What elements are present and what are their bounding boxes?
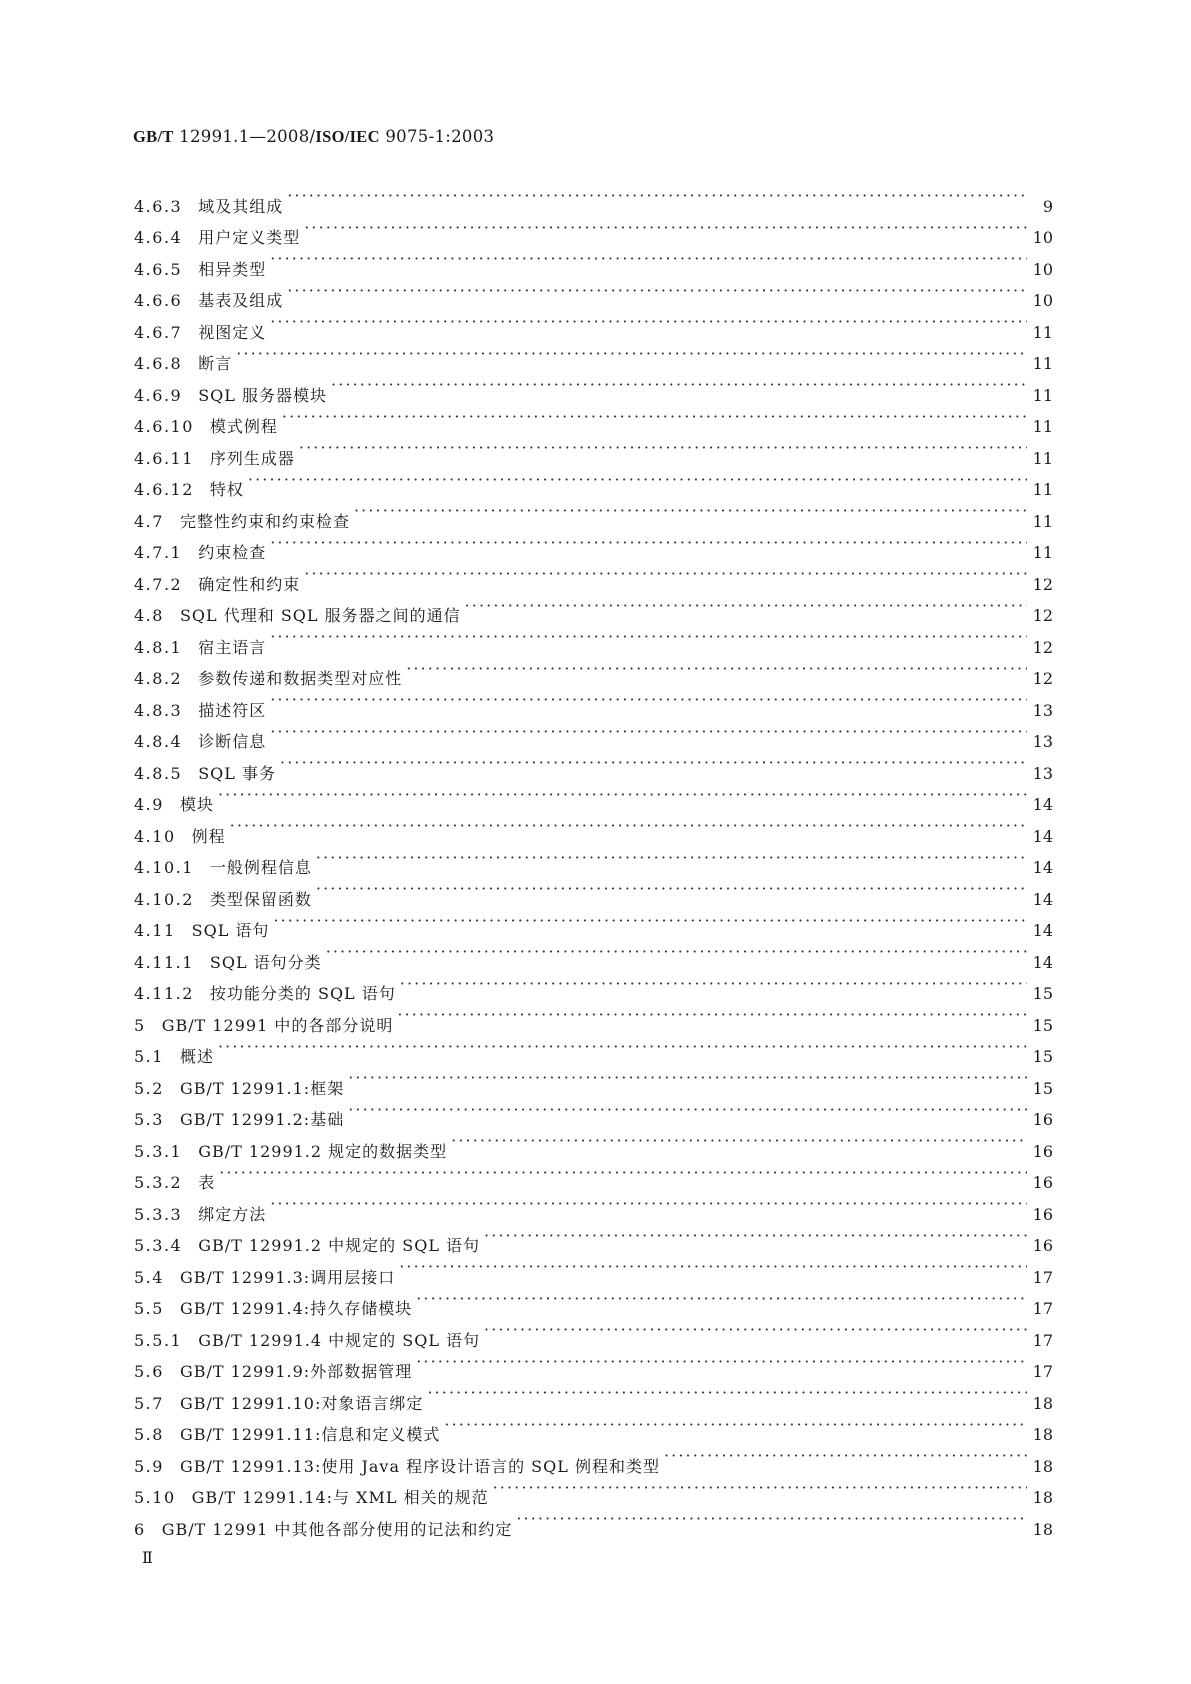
toc-entry[interactable] xyxy=(134,306,1053,342)
toc-entry-page: 13 xyxy=(1032,700,1053,720)
toc-leader-dots xyxy=(416,1283,1027,1315)
toc-entry-number: 5.3.2 xyxy=(134,1173,183,1192)
toc-entry-number: 4.10.1 xyxy=(134,858,194,877)
toc-leader-dots xyxy=(484,1220,1027,1252)
toc-entry-number: 4.8.2 xyxy=(134,669,183,688)
toc-entry-title: 绑定方法 xyxy=(198,1204,267,1224)
toc-leader-dots xyxy=(326,936,1027,968)
toc-entry-number: 4.6.9 xyxy=(134,385,183,405)
toc-leader-dots xyxy=(354,495,1027,527)
toc-entry-title: 完整性约束和约束检查 xyxy=(179,511,350,531)
toc-entry-page: 12 xyxy=(1032,574,1053,594)
toc-entry-number: 4.6.8 xyxy=(134,354,183,373)
toc-entry-title: GB/T 12991.2:基础 xyxy=(179,1110,345,1129)
toc-entry-page: 11 xyxy=(1032,511,1053,531)
toc-entry-title: 描述符区 xyxy=(198,700,267,720)
toc-entry-page: 12 xyxy=(1032,606,1053,625)
toc-entry[interactable] xyxy=(134,653,1053,688)
toc-entry[interactable] xyxy=(134,842,1053,877)
toc-entry-number: 4.6.10 xyxy=(134,417,194,436)
toc-entry-title: SQL 语句分类 xyxy=(209,952,322,972)
toc-leader-dots xyxy=(304,212,1027,244)
toc-entry[interactable] xyxy=(134,275,1053,310)
toc-entry-number: 4.11 xyxy=(134,921,176,940)
toc-entry[interactable] xyxy=(134,464,1053,499)
page-number: Ⅱ xyxy=(142,1548,153,1567)
toc-entry-title: GB/T 12991.10:对象语言绑定 xyxy=(179,1393,424,1413)
toc-leader-dots xyxy=(493,1472,1027,1504)
toc-leader-dots xyxy=(270,243,1027,275)
toc-entry-title: 断言 xyxy=(198,354,233,373)
toc-entry-title: 宿主语言 xyxy=(198,637,267,657)
toc-leader-dots xyxy=(400,968,1027,1000)
toc-entry-number: 5.5 xyxy=(134,1299,164,1318)
toc-entry-page: 18 xyxy=(1032,1425,1053,1444)
toc-entry-title: 基表及组成 xyxy=(198,291,284,310)
toc-leader-dots xyxy=(218,1031,1027,1063)
toc-entry-number: 4.6.5 xyxy=(134,259,183,279)
toc-entry-page: 11 xyxy=(1032,417,1053,436)
toc-entry-number: 5.3 xyxy=(134,1110,164,1129)
toc-entry[interactable] xyxy=(134,621,1053,657)
toc-leader-dots xyxy=(348,1094,1027,1126)
toc-entry[interactable] xyxy=(134,1157,1053,1192)
toc-entry-number: 5 xyxy=(134,1015,146,1035)
toc-entry-number: 4.6.4 xyxy=(134,228,183,247)
toc-entry-title: 例程 xyxy=(191,826,226,846)
toc-entry-page: 14 xyxy=(1032,889,1053,909)
toc-entry-number: 5.1 xyxy=(134,1047,164,1066)
toc-entry-title: GB/T 12991 中其他各部分使用的记法和约定 xyxy=(161,1519,513,1539)
toc-entry-number: 5.3.4 xyxy=(134,1236,183,1255)
toc-entry-page: 16 xyxy=(1032,1236,1053,1255)
toc-entry-page: 10 xyxy=(1032,291,1053,310)
toc-entry-number: 5.5.1 xyxy=(134,1330,183,1350)
toc-entry-number: 4.7.1 xyxy=(134,543,183,562)
toc-entry-title: 相异类型 xyxy=(198,259,267,279)
toc-leader-dots xyxy=(236,338,1027,370)
toc-entry-page: 11 xyxy=(1032,480,1053,499)
toc-entry-title: 表 xyxy=(198,1173,216,1192)
toc-entry-page: 18 xyxy=(1032,1488,1053,1507)
toc-entry-page: 11 xyxy=(1032,354,1053,373)
toc-entry-number: 5.10 xyxy=(134,1488,176,1507)
toc-entry-title: 按功能分类的 SQL 语句 xyxy=(209,984,396,1003)
toc-entry-title: GB/T 12991.14:与 XML 相关的规范 xyxy=(191,1488,489,1507)
toc-entry-page: 11 xyxy=(1032,543,1053,562)
toc-entry-page: 17 xyxy=(1032,1299,1053,1318)
toc-entry-page: 13 xyxy=(1032,732,1053,751)
toc-entry-title: GB/T 12991.2 规定的数据类型 xyxy=(198,1141,448,1161)
toc-entry-page: 11 xyxy=(1032,385,1053,405)
toc-leader-dots xyxy=(399,1251,1027,1283)
toc-entry-title: GB/T 12991.11:信息和定义模式 xyxy=(179,1425,441,1444)
toc-entry-title: GB/T 12991.3:调用层接口 xyxy=(179,1267,396,1287)
toc-entry-title: 约束检查 xyxy=(198,543,267,562)
toc-entry-page: 10 xyxy=(1032,259,1053,279)
toc-entry-number: 4.8.5 xyxy=(134,763,183,783)
toc-leader-dots xyxy=(270,306,1027,338)
toc-entry-page: 17 xyxy=(1032,1267,1053,1287)
toc-entry-title: GB/T 12991.13:使用 Java 程序设计语言的 SQL 例程和类型 xyxy=(179,1456,660,1476)
toc-entry-number: 4.11.1 xyxy=(134,952,194,972)
toc-leader-dots xyxy=(280,747,1027,779)
toc-entry-number: 6 xyxy=(134,1519,146,1539)
toc-leader-dots xyxy=(316,873,1027,905)
toc-entry-title: GB/T 12991.4:持久存储模块 xyxy=(179,1299,413,1318)
toc-leader-dots xyxy=(316,842,1027,874)
toc-entry-number: 4.7 xyxy=(134,511,164,531)
toc-entry-title: 模式例程 xyxy=(209,417,278,436)
toc-leader-dots xyxy=(427,1377,1027,1409)
toc-entry-title: 概述 xyxy=(179,1047,214,1066)
toc-entry-title: SQL 服务器模块 xyxy=(198,385,328,405)
toc-leader-dots xyxy=(270,716,1027,748)
toc-entry-title: 视图定义 xyxy=(198,322,267,342)
toc-entry-page: 14 xyxy=(1032,858,1053,877)
toc-entry[interactable] xyxy=(134,779,1053,814)
toc-entry-title: SQL 代理和 SQL 服务器之间的通信 xyxy=(179,606,461,625)
toc-entry-number: 4.9 xyxy=(134,795,164,814)
toc-entry-page: 12 xyxy=(1032,669,1053,688)
toc-entry-number: 4.10 xyxy=(134,826,176,846)
toc-entry[interactable] xyxy=(134,936,1053,972)
toc-entry-title: 一般例程信息 xyxy=(209,858,312,877)
toc-leader-dots xyxy=(287,180,1027,212)
toc-entry-page: 14 xyxy=(1032,952,1053,972)
standard-code: GB/T xyxy=(133,127,174,146)
toc-entry[interactable] xyxy=(134,1220,1053,1255)
toc-entry-number: 4.7.2 xyxy=(134,574,183,594)
toc-entry[interactable] xyxy=(134,527,1053,562)
toc-entry-title: GB/T 12991.9:外部数据管理 xyxy=(179,1362,413,1381)
toc-leader-dots xyxy=(516,1503,1027,1535)
toc-entry-title: SQL 语句 xyxy=(191,921,270,940)
toc-entry-page: 11 xyxy=(1032,448,1053,468)
toc-entry[interactable] xyxy=(134,747,1053,783)
toc-entry[interactable] xyxy=(134,369,1053,405)
toc-entry-page: 18 xyxy=(1032,1519,1053,1539)
iso-number: 9075-1:2003 xyxy=(379,127,495,146)
toc-entry-title: GB/T 12991.1:框架 xyxy=(179,1078,345,1098)
toc-entry-number: 4.6.11 xyxy=(134,448,194,468)
toc-entry-page: 12 xyxy=(1032,637,1053,657)
toc-leader-dots xyxy=(664,1440,1027,1472)
toc-leader-dots xyxy=(451,1125,1027,1157)
toc-entry[interactable] xyxy=(134,1188,1053,1224)
toc-leader-dots xyxy=(282,401,1027,433)
toc-entry-number: 5.6 xyxy=(134,1362,164,1381)
toc-leader-dots xyxy=(304,558,1027,590)
toc-entry-title: GB/T 12991.4 中规定的 SQL 语句 xyxy=(198,1330,481,1350)
toc-entry-page: 14 xyxy=(1032,795,1053,814)
toc-entry-number: 4.6.6 xyxy=(134,291,183,310)
toc-entry-page: 16 xyxy=(1032,1173,1053,1192)
toc-entry-number: 4.8.1 xyxy=(134,637,183,657)
toc-entry-page: 15 xyxy=(1032,1047,1053,1066)
toc-entry-page: 13 xyxy=(1032,763,1053,783)
document-header xyxy=(133,127,494,147)
toc-leader-dots xyxy=(270,621,1027,653)
toc-entry-title: GB/T 12991 中的各部分说明 xyxy=(161,1015,394,1035)
toc-entry-title: 序列生成器 xyxy=(209,448,295,468)
toc-entry[interactable] xyxy=(134,180,1053,216)
toc-entry-page: 14 xyxy=(1032,921,1053,940)
toc-entry-title: 模块 xyxy=(179,795,214,814)
toc-entry-page: 10 xyxy=(1032,228,1053,247)
toc-leader-dots xyxy=(230,810,1027,842)
toc-entry-title: SQL 事务 xyxy=(198,763,277,783)
toc-entry-title: 确定性和约束 xyxy=(198,574,301,594)
toc-entry-page: 16 xyxy=(1032,1110,1053,1129)
table-of-contents xyxy=(134,180,1053,1539)
toc-entry[interactable] xyxy=(134,1031,1053,1066)
toc-entry-number: 5.7 xyxy=(134,1393,164,1413)
toc-entry-title: 类型保留函数 xyxy=(209,889,312,909)
toc-leader-dots xyxy=(270,527,1027,559)
toc-entry[interactable] xyxy=(134,684,1053,720)
toc-entry-number: 5.8 xyxy=(134,1425,164,1444)
standard-number: 12991.1—2008/ xyxy=(173,127,316,146)
toc-leader-dots xyxy=(406,653,1027,685)
toc-leader-dots xyxy=(270,1188,1027,1220)
toc-leader-dots xyxy=(465,590,1027,622)
toc-entry[interactable] xyxy=(134,243,1053,279)
toc-leader-dots xyxy=(273,905,1027,937)
toc-leader-dots xyxy=(218,779,1027,811)
toc-entry-page: 17 xyxy=(1032,1362,1053,1381)
toc-entry-page: 14 xyxy=(1032,826,1053,846)
toc-leader-dots xyxy=(270,684,1027,716)
toc-entry-number: 4.6.7 xyxy=(134,322,183,342)
toc-leader-dots xyxy=(348,1062,1027,1094)
toc-entry-page: 15 xyxy=(1032,1015,1053,1035)
toc-entry-page: 16 xyxy=(1032,1204,1053,1224)
toc-entry-page: 15 xyxy=(1032,984,1053,1003)
toc-entry-number: 5.4 xyxy=(134,1267,164,1287)
toc-entry-title: 域及其组成 xyxy=(198,196,284,216)
iso-code: ISO/IEC xyxy=(315,127,380,146)
toc-leader-dots xyxy=(444,1409,1027,1441)
toc-entry-number: 4.6.3 xyxy=(134,196,183,216)
toc-entry-page: 18 xyxy=(1032,1393,1053,1413)
toc-leader-dots xyxy=(416,1346,1027,1378)
toc-leader-dots xyxy=(219,1157,1027,1189)
toc-entry-page: 11 xyxy=(1032,322,1053,342)
toc-entry[interactable] xyxy=(134,1062,1053,1098)
toc-entry[interactable] xyxy=(134,495,1053,531)
toc-leader-dots xyxy=(287,275,1027,307)
toc-entry-title: GB/T 12991.2 中规定的 SQL 语句 xyxy=(198,1236,481,1255)
toc-entry-title: 诊断信息 xyxy=(198,732,267,751)
toc-entry[interactable] xyxy=(134,716,1053,751)
toc-leader-dots xyxy=(331,369,1027,401)
toc-entry[interactable] xyxy=(134,338,1053,373)
toc-entry-title: 用户定义类型 xyxy=(198,228,301,247)
toc-entry[interactable] xyxy=(134,558,1053,594)
toc-entry-page: 15 xyxy=(1032,1078,1053,1098)
toc-leader-dots xyxy=(248,464,1027,496)
toc-entry-number: 4.8.3 xyxy=(134,700,183,720)
toc-entry-page: 9 xyxy=(1042,196,1053,216)
toc-entry-number: 4.8 xyxy=(134,606,164,625)
toc-entry-number: 4.10.2 xyxy=(134,889,194,909)
toc-entry-number: 5.9 xyxy=(134,1456,164,1476)
toc-entry-number: 5.2 xyxy=(134,1078,164,1098)
toc-entry-number: 4.8.4 xyxy=(134,732,183,751)
toc-entry-number: 4.6.12 xyxy=(134,480,194,499)
toc-entry-page: 17 xyxy=(1032,1330,1053,1350)
toc-entry-number: 5.3.1 xyxy=(134,1141,183,1161)
toc-entry-page: 16 xyxy=(1032,1141,1053,1161)
toc-leader-dots xyxy=(299,432,1027,464)
toc-leader-dots xyxy=(397,999,1027,1031)
toc-entry-page: 18 xyxy=(1032,1456,1053,1476)
toc-entry-title: 特权 xyxy=(209,480,244,499)
toc-entry-number: 4.11.2 xyxy=(134,984,194,1003)
toc-entry[interactable] xyxy=(134,810,1053,846)
toc-entry-title: 参数传递和数据类型对应性 xyxy=(198,669,403,688)
toc-entry-number: 5.3.3 xyxy=(134,1204,183,1224)
toc-leader-dots xyxy=(484,1314,1027,1346)
